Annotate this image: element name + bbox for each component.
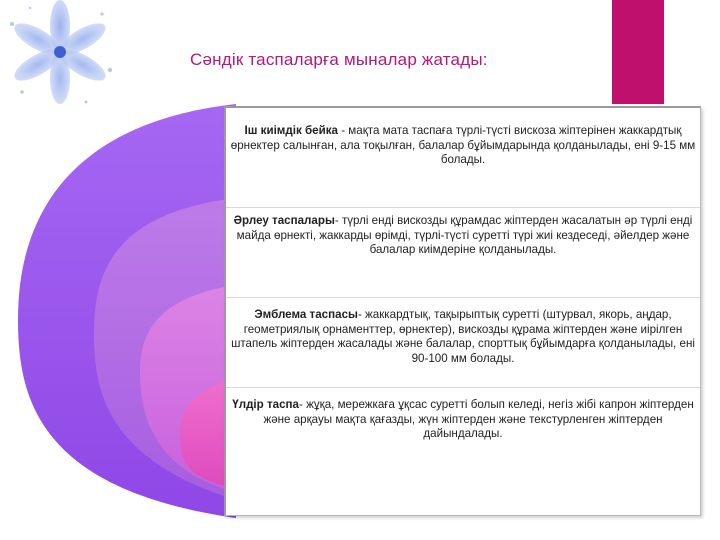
item-term: Іш киімдік бейка [244,124,338,137]
content-panel [224,106,701,516]
item-text: - жаккардтық, тақырыптық суретті (штурвал, якорь, аңдар, геометриялық орнаменттер, өрнектер), вискозды құрама жіптерден және иірілген штапель жіптерден жасалады және балалар, спорттық бұйымдарға қолданылады, ені 90-100 мм болады. [231,308,695,365]
item-text: - мақта мата таспаға түрлі-түсті вискоза жіптерінен жаккардтық өрнектер салынған, ала тоқылған, балалар бұйымдарында қолданылады, ені 9-15 мм болады. [230,124,696,166]
list-item [226,387,700,518]
item-term: Эмблема таспасы [254,308,358,321]
item-text: - жұқа, мережкаға ұқсас суретті болып келеді, негіз жібі капрон жіптерден және арқауы мақта қағазды, жүн жіптерден және текстурленген жіптерден дайындалады. [263,398,694,440]
list-item [226,297,700,387]
item-text: - түрлі енді вискозды құрамдас жіптерден жасалатын әр түрлі енді майда өрнекті, жаккарды өрімді, түрлі-түсті суретті түрі жиі кездеседі, әйелдер және балалар киімдеріне қолданылады. [236,214,693,256]
slide-title: Сәндік таспаларға мыналар жатады: [190,50,488,69]
item-term: Үлдір таспа [232,398,299,411]
list-item [226,108,700,207]
item-term: Әрлеу таспалары [233,214,335,227]
list-item [226,207,700,297]
